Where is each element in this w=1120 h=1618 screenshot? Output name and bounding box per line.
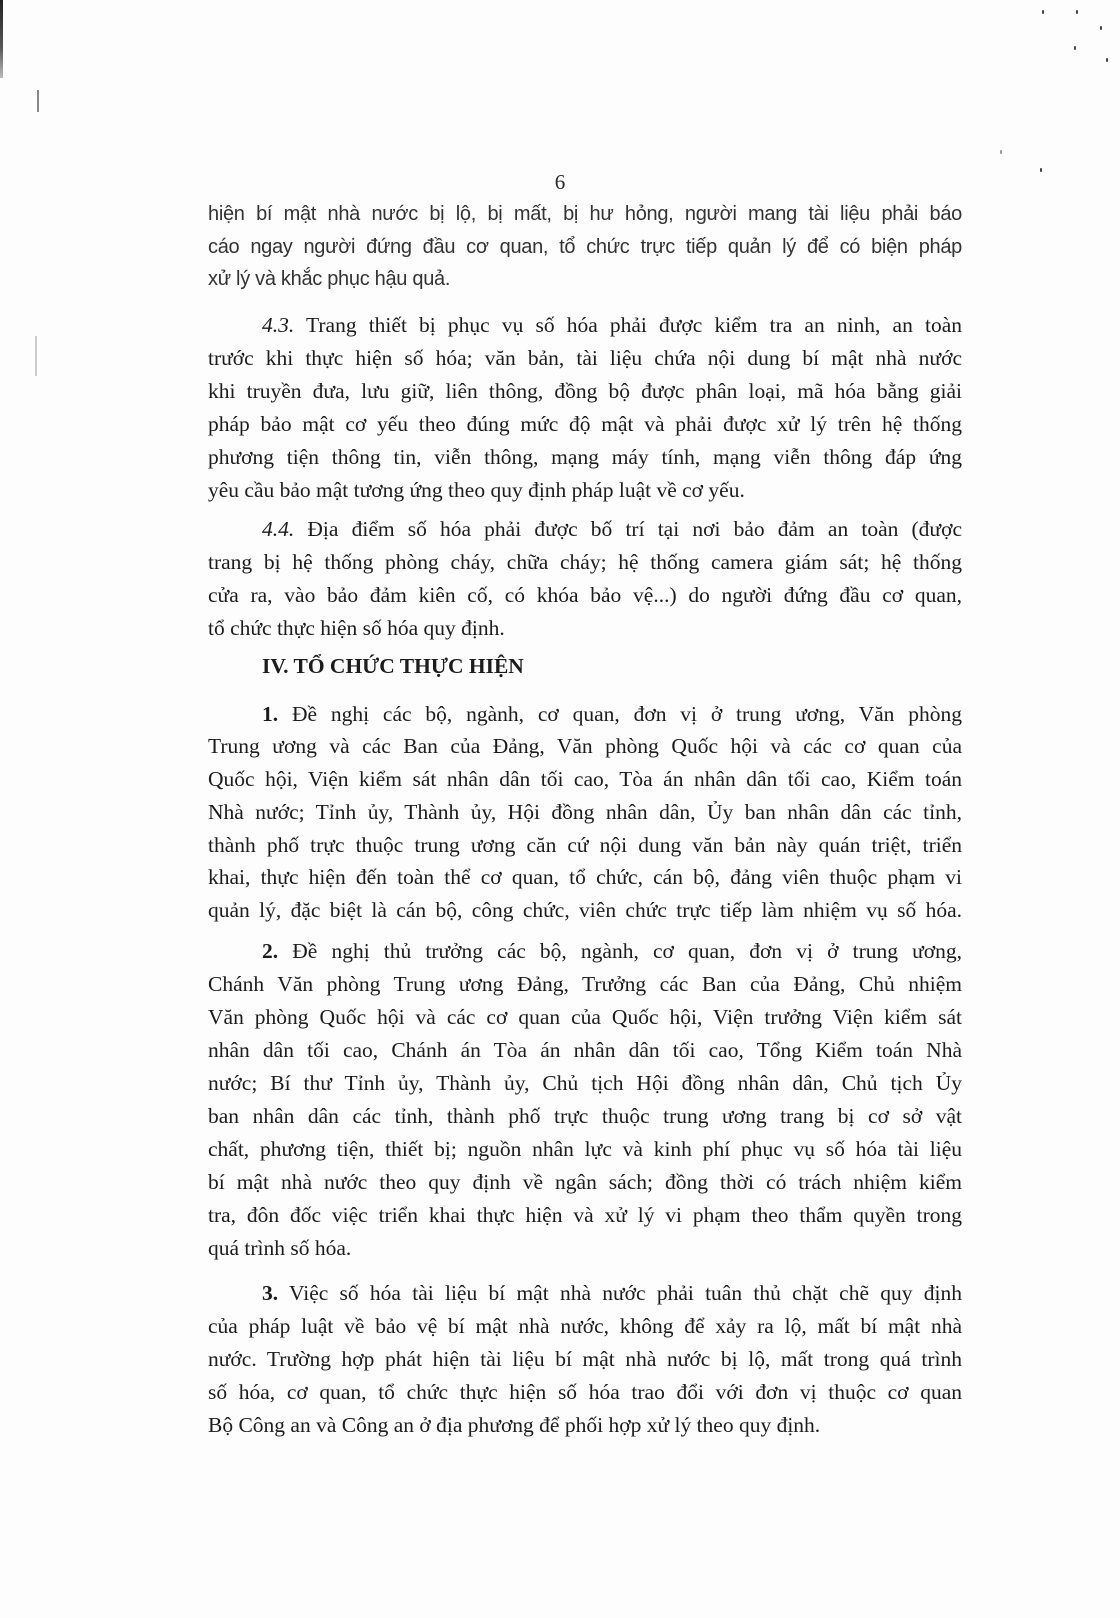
paragraph-line: số hóa, cơ quan, tổ chức thực hiện số hóa trao đổi với đơn vị thuộc cơ quan — [208, 1380, 962, 1404]
paragraph-line: hiện bí mật nhà nước bị lộ, bị mất, bị hư hỏng, người mang tài liệu phải báo — [208, 203, 962, 225]
item-text: Đề nghị thủ trưởng các bộ, ngành, cơ quan, đơn vị ở trung ương, — [292, 939, 962, 963]
paragraph-line: khi truyền đưa, lưu giữ, liên thông, đồng bộ được phân loại, mã hóa bằng giải — [208, 379, 962, 403]
scan-mark — [35, 336, 37, 376]
paragraph-line: chất, phương tiện, thiết bị; nguồn nhân lực và kinh phí phục vụ số hóa tài liệu — [208, 1137, 962, 1161]
paragraph-line: Bộ Công an và Công an ở địa phương để phối hợp xử lý theo quy định. — [208, 1413, 821, 1437]
paragraph-line: thành phố trực thuộc trung ương căn cứ nội dung văn bản này quán triệt, triển — [208, 833, 962, 857]
paragraph-line: Quốc hội, Viện kiểm sát nhân dân tối cao, Tòa án nhân dân tối cao, Kiểm toán — [208, 767, 962, 791]
paragraph-line: xử lý và khắc phục hậu quả. — [208, 268, 451, 290]
paragraph-line: yêu cầu bảo mật tương ứng theo quy định pháp luật về cơ yếu. — [208, 478, 745, 502]
paragraph-line: tổ chức thực hiện số hóa quy định. — [208, 616, 505, 640]
scan-edge-artifact — [0, 0, 3, 78]
paragraph-line: khai, thực hiện đến toàn thể cơ quan, tổ chức, cán bộ, đảng viên thuộc phạm vi — [208, 865, 962, 889]
scan-speck — [1100, 26, 1102, 30]
paragraph-line: Trung ương và các Ban của Đảng, Văn phòng Quốc hội và các cơ quan của — [208, 734, 962, 758]
item-number: 3. — [262, 1281, 279, 1305]
paragraph-line: ban nhân dân các tỉnh, thành phố trực thuộc trung ương trang bị cơ sở vật — [208, 1104, 962, 1128]
paragraph-line: Văn phòng Quốc hội và các cơ quan của Quốc hội, Viện trưởng Viện kiểm sát — [208, 1005, 962, 1029]
clause-text: Trang thiết bị phục vụ số hóa phải được kiểm tra an ninh, an toàn — [306, 313, 962, 337]
clause-number: 4.4. — [262, 517, 295, 541]
scan-speck — [1042, 10, 1044, 14]
paragraph-line: nước. Trường hợp phát hiện tài liệu bí mật nhà nước bị lộ, mất trong quá trình — [208, 1347, 962, 1371]
item-3-first-line — [262, 1278, 962, 1308]
paragraph-line: trang bị hệ thống phòng cháy, chữa cháy; hệ thống camera giám sát; hệ thống — [208, 550, 962, 574]
paragraph-line: tra, đôn đốc việc triển khai thực hiện và xử lý vi phạm theo thẩm quyền trong — [208, 1203, 962, 1227]
scan-speck — [1074, 46, 1076, 50]
item-number: 1. — [262, 702, 279, 726]
paragraph-line: pháp bảo mật cơ yếu theo đúng mức độ mật và phải được xử lý trên hệ thống — [208, 412, 962, 436]
item-number: 2. — [262, 939, 279, 963]
item-1-first-line — [262, 699, 962, 729]
clause-number: 4.3. — [262, 313, 295, 337]
paragraph-line: nhân dân tối cao, Chánh án Tòa án nhân dân tối cao, Tổng Kiểm toán Nhà — [208, 1038, 962, 1062]
clause-4-3-first-line — [262, 310, 962, 340]
paragraph-line: cáo ngay người đứng đầu cơ quan, tổ chức trực tiếp quản lý để có biện pháp — [208, 236, 962, 258]
section-heading: IV. TỔ CHỨC THỰC HIỆN — [262, 654, 524, 678]
page-number: 6 — [554, 170, 566, 194]
paragraph-line: cửa ra, vào bảo đảm kiên cố, có khóa bảo vệ...) do người đứng đầu cơ quan, — [208, 583, 962, 607]
paragraph-line: của pháp luật về bảo vệ bí mật nhà nước, không để xảy ra lộ, mất bí mật nhà — [208, 1314, 962, 1338]
clause-text: Địa điểm số hóa phải được bố trí tại nơi bảo đảm an toàn (được — [307, 517, 963, 541]
paragraph-line: quá trình số hóa. — [208, 1236, 352, 1260]
paragraph-line: Chánh Văn phòng Trung ương Đảng, Trưởng các Ban của Đảng, Chủ nhiệm — [208, 972, 962, 996]
scan-speck — [1076, 10, 1078, 14]
scan-speck — [1106, 58, 1108, 62]
scan-speck — [1000, 150, 1002, 154]
item-text: Việc số hóa tài liệu bí mật nhà nước phải tuân thủ chặt chẽ quy định — [289, 1281, 962, 1305]
item-text: Đề nghị các bộ, ngành, cơ quan, đơn vị ở trung ương, Văn phòng — [291, 702, 963, 726]
paragraph-line: trước khi thực hiện số hóa; văn bản, tài liệu chứa nội dung bí mật nhà nước — [208, 346, 962, 370]
paragraph-line: bí mật nhà nước theo quy định về ngân sách; đồng thời có trách nhiệm kiểm — [208, 1170, 962, 1194]
paragraph-line: quản lý, đặc biệt là cán bộ, công chức, viên chức trực tiếp làm nhiệm vụ số hóa. — [208, 898, 962, 922]
paragraph-line: Nhà nước; Tỉnh ủy, Thành ủy, Hội đồng nhân dân, Ủy ban nhân dân các tỉnh, — [208, 800, 962, 824]
clause-4-4-first-line — [262, 514, 962, 544]
paragraph-line: nước; Bí thư Tỉnh ủy, Thành ủy, Chủ tịch Hội đồng nhân dân, Chủ tịch Ủy — [208, 1071, 962, 1095]
paragraph-line: phương tiện thông tin, viễn thông, mạng máy tính, mạng viễn thông đáp ứng — [208, 445, 962, 469]
item-2-first-line — [262, 936, 962, 966]
scan-mark — [37, 90, 39, 112]
